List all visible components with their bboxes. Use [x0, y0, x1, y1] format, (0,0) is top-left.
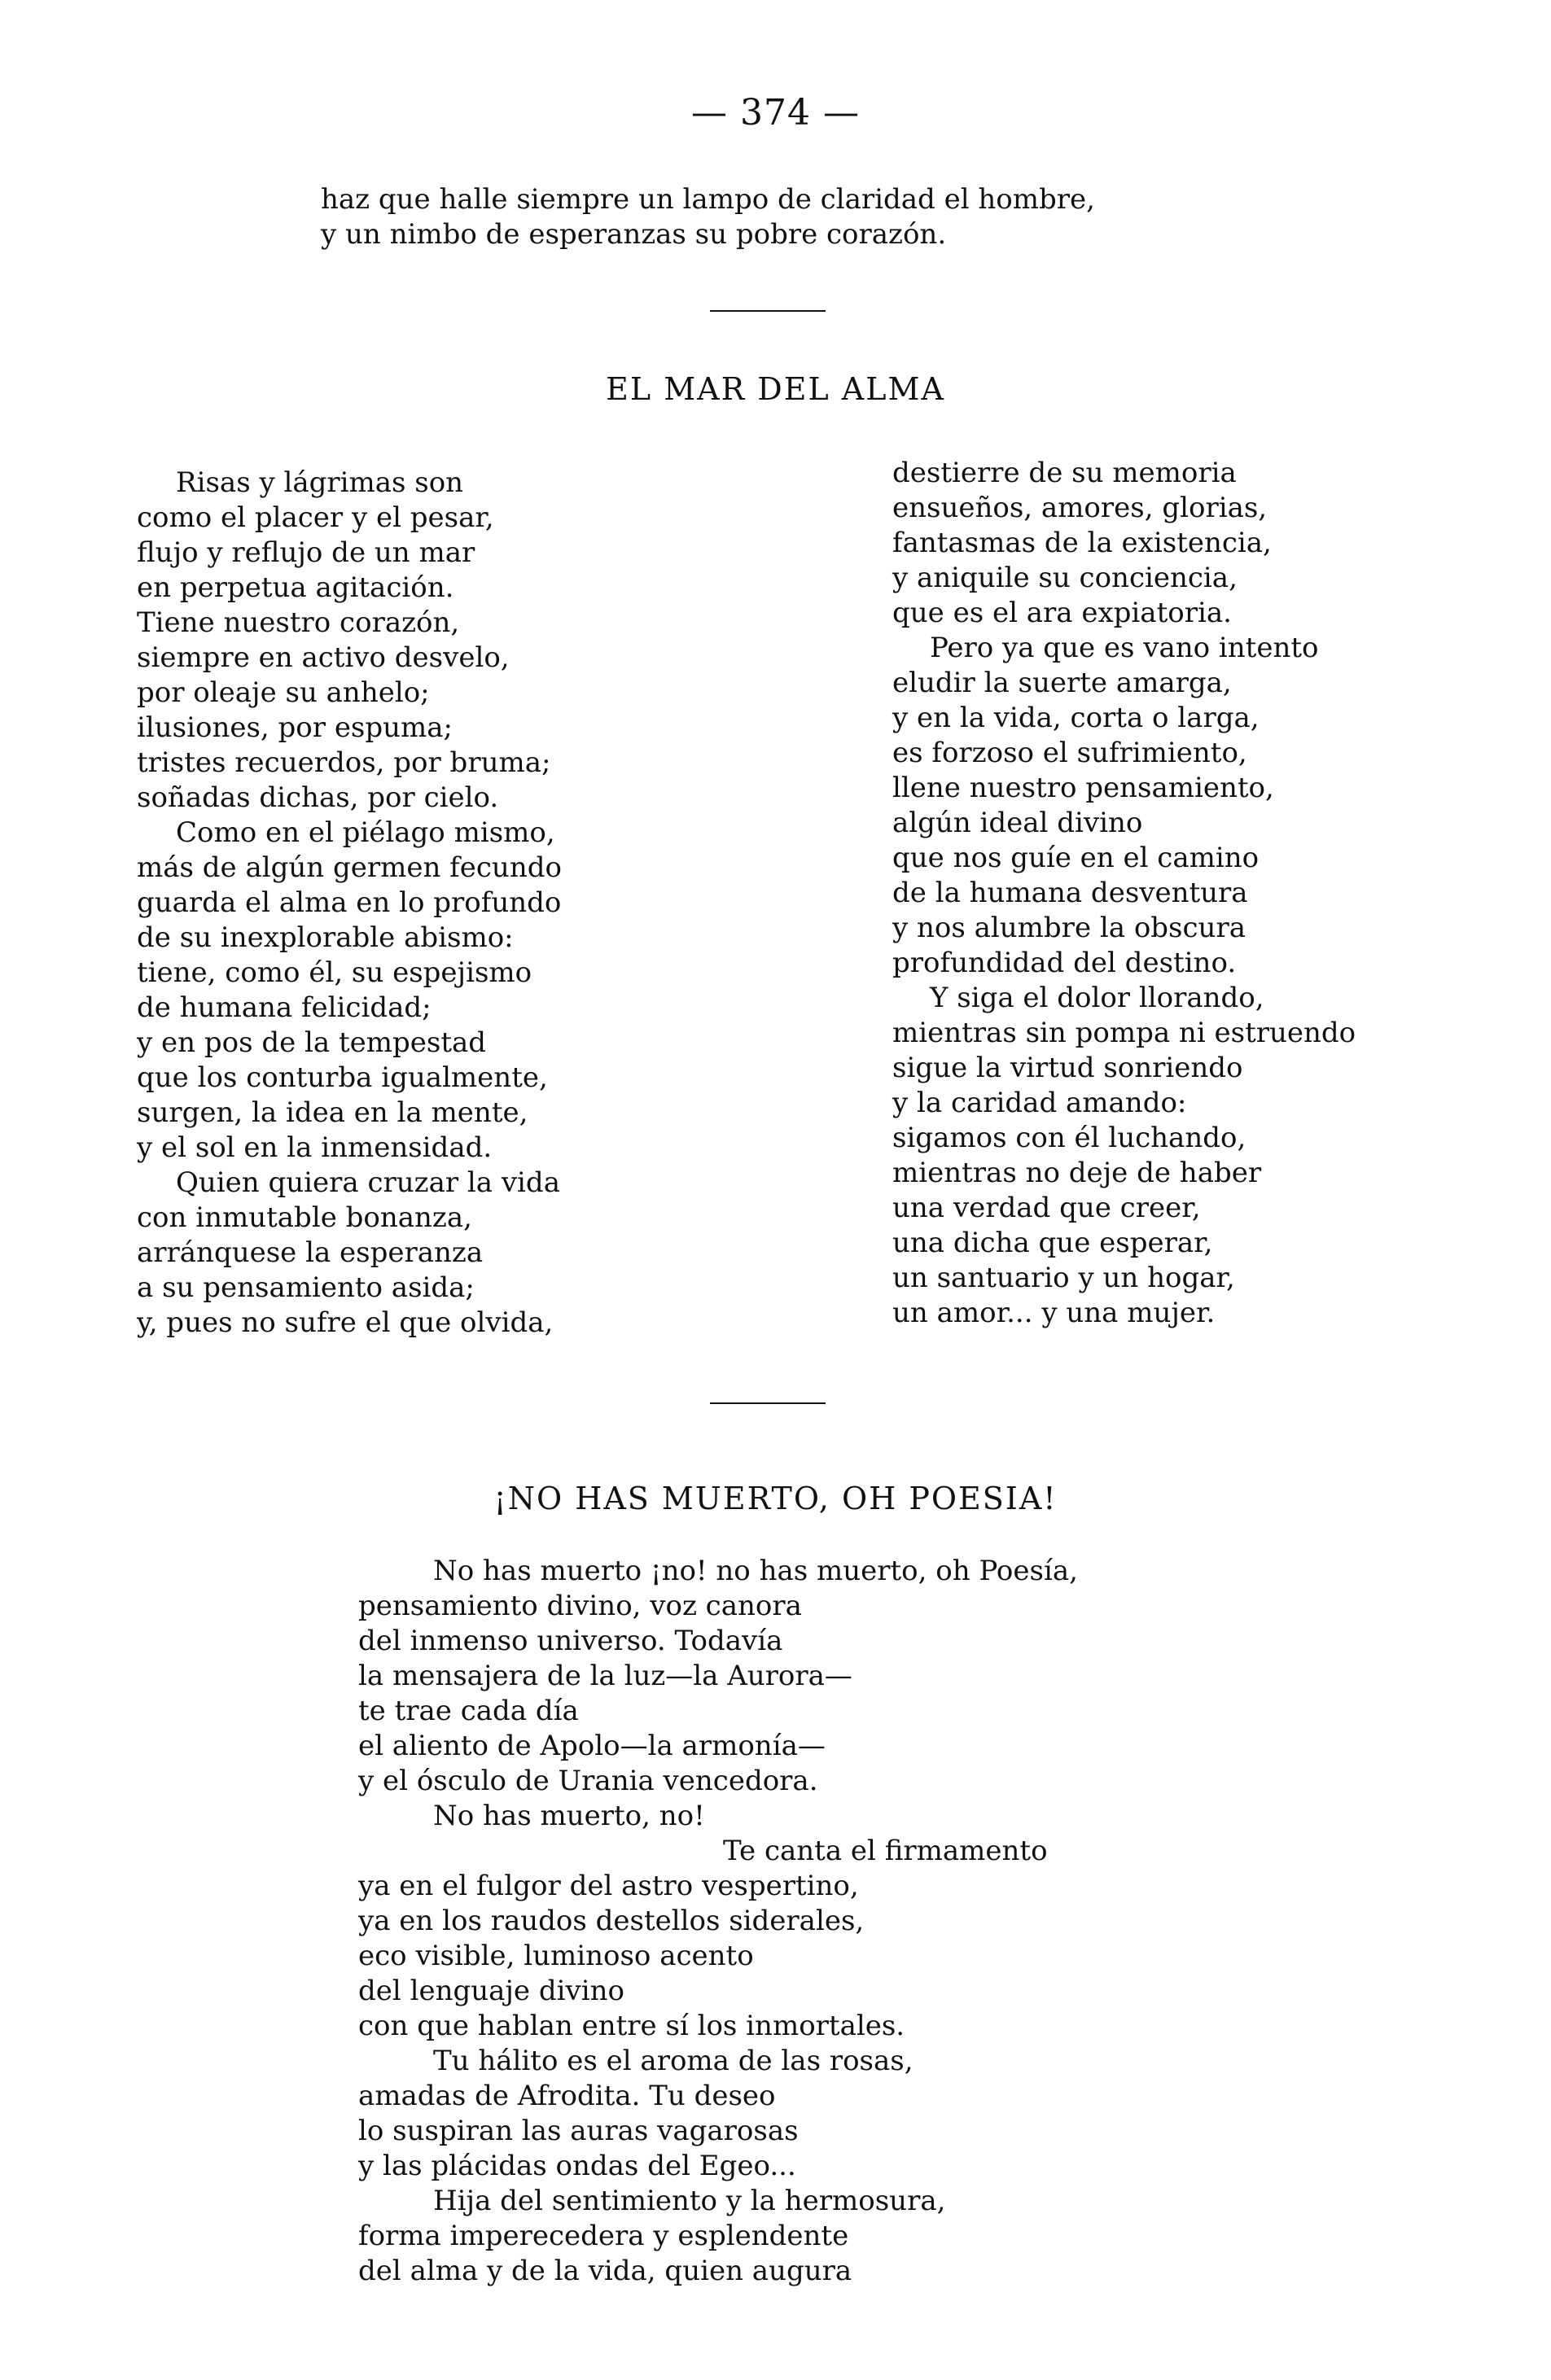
- verse-line: tiene, como él, su espejismo: [137, 956, 532, 989]
- verse-line: es forzoso el sufrimiento,: [892, 737, 1247, 769]
- verse-line: de su inexplorable abismo:: [137, 921, 514, 954]
- verse-line: Y siga el dolor llorando,: [930, 982, 1264, 1014]
- section-divider: [710, 310, 826, 312]
- verse-line: Te canta el firmamento: [723, 1835, 1048, 1867]
- verse-line: te trae cada día: [358, 1695, 579, 1727]
- verse-line: con inmutable bonanza,: [137, 1201, 472, 1234]
- verse-line: del lenguaje divino: [358, 1975, 624, 2007]
- verse-line: un amor... y una mujer.: [892, 1297, 1216, 1329]
- verse-line: y el ósculo de Urania vencedora.: [358, 1765, 818, 1797]
- verse-line: que es el ara expiatoria.: [892, 597, 1232, 629]
- verse-line: siempre en activo desvelo,: [137, 641, 510, 674]
- verse-line: mientras no deje de haber: [892, 1157, 1262, 1189]
- verse-line: fantasmas de la existencia,: [892, 527, 1272, 559]
- verse-line: No has muerto, no!: [433, 1800, 705, 1832]
- verse-line: eludir la suerte amarga,: [892, 667, 1232, 699]
- verse-line: y nos alumbre la obscura: [892, 912, 1246, 944]
- verse-line: y en la vida, corta o larga,: [892, 702, 1260, 734]
- verse-line: que los conturba igualmente,: [137, 1061, 548, 1094]
- verse-line: algún ideal divino: [892, 807, 1143, 839]
- verse-line: Tiene nuestro corazón,: [137, 606, 460, 639]
- verse-line: una dicha que esperar,: [892, 1227, 1213, 1259]
- verse-line: Hija del sentimiento y la hermosura,: [433, 2185, 946, 2217]
- verse-line: y aniquile su conciencia,: [892, 562, 1238, 594]
- verse-line: forma imperecedera y esplendente: [358, 2220, 849, 2252]
- verse-line: arránquese la esperanza: [137, 1236, 484, 1269]
- verse-line: Quien quiera cruzar la vida: [176, 1166, 560, 1199]
- verse-line: Pero ya que es vano intento: [930, 632, 1319, 664]
- page-number: — 374 —: [691, 92, 860, 133]
- verse-line: más de algún germen fecundo: [137, 851, 562, 884]
- verse-line: sigamos con él luchando,: [892, 1122, 1246, 1154]
- verse-line: llene nuestro pensamiento,: [892, 772, 1274, 804]
- verse-line: ensueños, amores, glorias,: [892, 492, 1268, 524]
- verse-line: y las plácidas ondas del Egeo...: [358, 2150, 796, 2182]
- verse-line: y, pues no sufre el que olvida,: [137, 1306, 554, 1339]
- verse-line: destierre de su memoria: [892, 457, 1237, 489]
- verse-line: de humana felicidad;: [137, 991, 432, 1024]
- verse-line: del inmenso universo. Todavía: [358, 1625, 783, 1657]
- verse-line: profundidad del destino.: [892, 947, 1237, 979]
- verse-line: tristes recuerdos, por bruma;: [137, 746, 551, 779]
- verse-line: con que hablan entre sí los inmortales.: [358, 2010, 905, 2042]
- verse-line: mientras sin pompa ni estruendo: [892, 1017, 1356, 1049]
- verse-line: en perpetua agitación.: [137, 571, 454, 604]
- verse-line: ilusiones, por espuma;: [137, 711, 453, 744]
- verse-line: del alma y de la vida, quien augura: [358, 2255, 852, 2287]
- verse-line: amadas de Afrodita. Tu deseo: [358, 2080, 776, 2112]
- verse-line: como el placer y el pesar,: [137, 501, 494, 534]
- verse-line: Risas y lágrimas son: [176, 466, 464, 499]
- verse-line: de la humana desventura: [892, 877, 1248, 909]
- poem-title: EL MAR DEL ALMA: [606, 371, 945, 407]
- verse-line: No has muerto ¡no! no has muerto, oh Poesía,: [433, 1555, 1078, 1587]
- verse-line: y un nimbo de esperanzas su pobre corazón.: [321, 218, 947, 251]
- verse-line: y el sol en la inmensidad.: [137, 1131, 493, 1164]
- verse-line: ya en el fulgor del astro vespertino,: [358, 1870, 859, 1902]
- verse-line: ya en los raudos destellos siderales,: [358, 1905, 865, 1937]
- verse-line: lo suspiran las auras vagarosas: [358, 2115, 799, 2147]
- verse-line: el aliento de Apolo—la armonía—: [358, 1730, 826, 1762]
- verse-line: a su pensamiento asida;: [137, 1271, 475, 1304]
- poem-title: ¡NO HAS MUERTO, OH POESIA!: [493, 1481, 1058, 1516]
- verse-line: haz que halle siempre un lampo de claridad el hombre,: [321, 183, 1095, 216]
- verse-line: pensamiento divino, voz canora: [358, 1590, 802, 1622]
- verse-line: una verdad que creer,: [892, 1192, 1201, 1224]
- verse-line: eco visible, luminoso acento: [358, 1940, 754, 1972]
- verse-line: que nos guíe en el camino: [892, 842, 1260, 874]
- verse-line: la mensajera de la luz—la Aurora—: [358, 1660, 852, 1692]
- verse-line: Tu hálito es el aroma de las rosas,: [433, 2045, 914, 2077]
- verse-line: surgen, la idea en la mente,: [137, 1096, 528, 1129]
- verse-line: por oleaje su anhelo;: [137, 676, 430, 709]
- verse-line: y en pos de la tempestad: [137, 1026, 487, 1059]
- verse-line: Como en el piélago mismo,: [176, 816, 555, 849]
- verse-line: soñadas dichas, por cielo.: [137, 781, 499, 814]
- verse-line: y la caridad amando:: [892, 1087, 1187, 1119]
- verse-line: flujo y reflujo de un mar: [137, 536, 475, 569]
- verse-line: un santuario y un hogar,: [892, 1262, 1235, 1294]
- verse-line: guarda el alma en lo profundo: [137, 886, 562, 919]
- section-divider: [710, 1402, 826, 1404]
- verse-line: sigue la virtud sonriendo: [892, 1052, 1243, 1084]
